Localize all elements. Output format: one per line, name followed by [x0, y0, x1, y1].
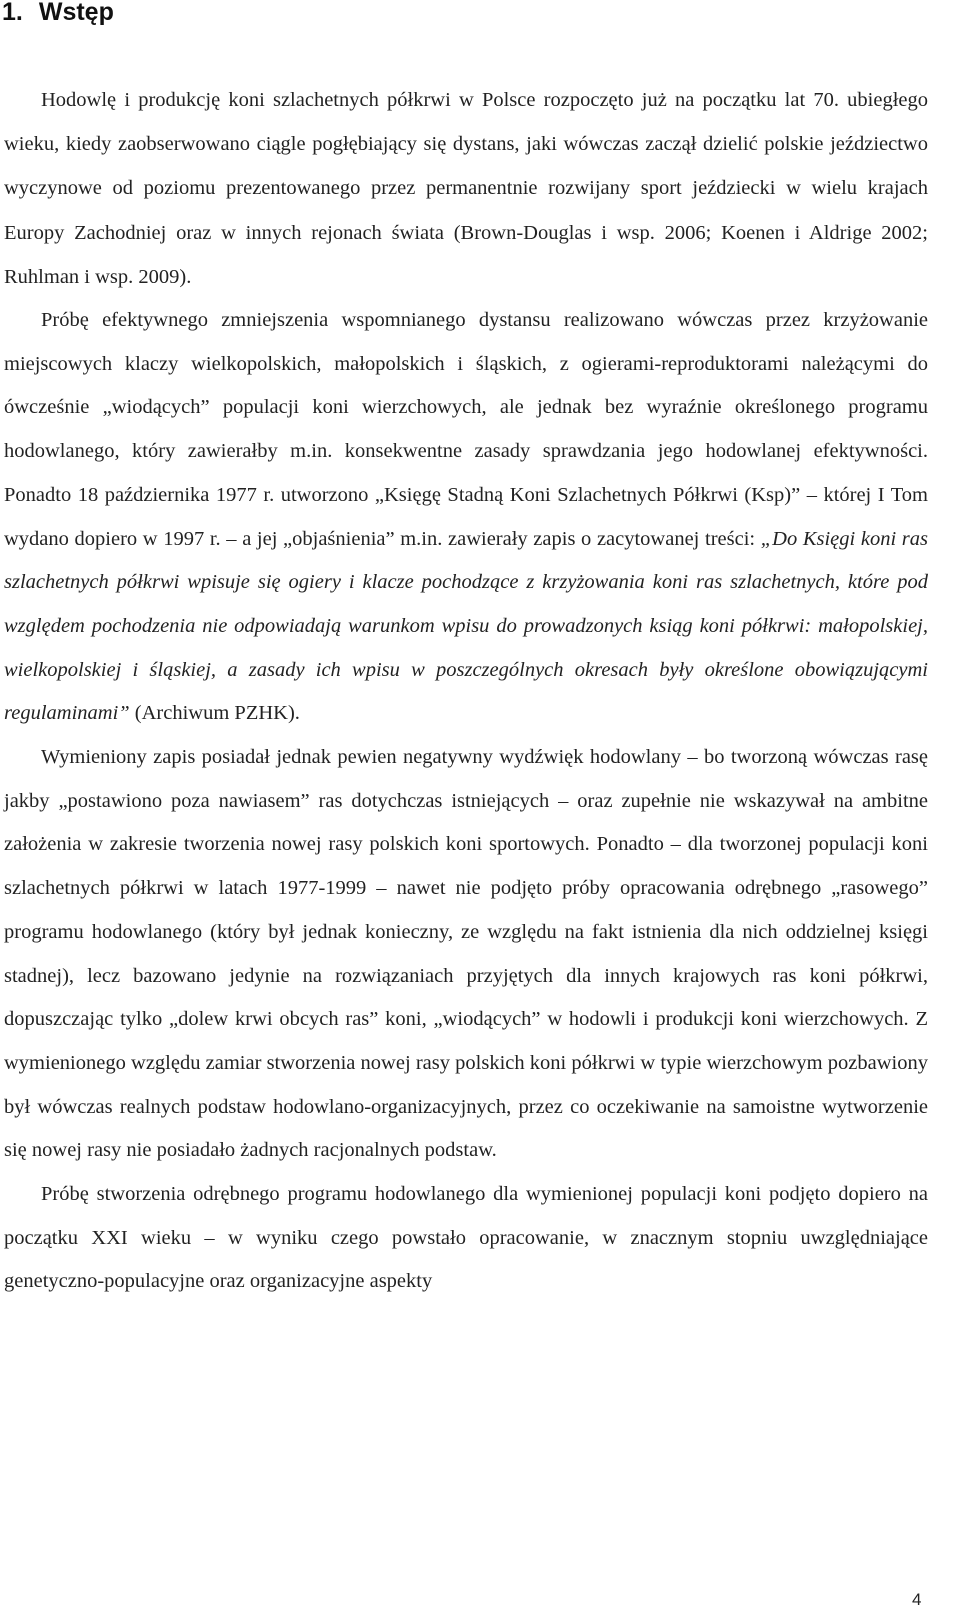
body-text: [4, 78, 928, 1304]
paragraph-2-intro: Próbę efektywnego zmniejszenia wspomnianego dystansu realizowano wówczas przez krzyżowanie miejscowych klaczy wielkopolskich, małopolskich i śląskich, z ogierami-reproduktorami należącymi do ówcześnie „wiodących” populacji koni wierzchowych, ale jednak bez wyraźnie określonego programu hodowlanego, który zawierałby m.in. konsekwentne zasady sprawdzania jego hodowlanej efektywności. Ponadto 18 października 1977 r. utworzono „Księgę Stadną Koni Szlachetnych Półkrwi (Ksp)” – której I Tom wydano dopiero w 1997 r. – a jej „objaśnienia” m.in. zawierały zapis o zacytowanej treści:: [4, 309, 928, 550]
section-title: Wstęp: [38, 0, 114, 26]
paragraph-2: [4, 299, 928, 736]
quote-source: (Archiwum PZHK).: [129, 702, 300, 725]
section-number: 1.: [2, 0, 23, 26]
paragraph-4: Próbę stworzenia odrębnego programu hodowlanego dla wymienionej populacji koni podjęto dopiero na początku XXI wieku – w wyniku czego powstało opracowanie, w znacznym stopniu uwzględniające genetyczno-populacyjne oraz organizacyjne aspekty: [4, 1183, 928, 1293]
paragraph-3: Wymieniony zapis posiadał jednak pewien negatywny wydźwięk hodowlany – bo tworzoną wówczas rasę jakby „postawiono poza nawiasem” ras dotychczas istniejących – oraz zupełnie nie wskazywał na ambitne założenia w zakresie tworzenia nowej rasy polskich koni sportowych. Ponadto – dla tworzonej populacji koni szlachetnych półkrwi w latach 1977-1999 – nawet nie podjęto próby opracowania odrębnego „rasowego” programu hodowlanego (który był jednak konieczny, ze względu na fakt istnienia dla nich oddzielnej księgi stadnej), lecz bazowano jedynie na rozwiązaniach przyjętych dla innych krajowych ras koni półkrwi, dopuszczając tylko „dolew krwi obcych ras” koni, „wiodących” w hodowli i produkcji koni wierzchowych. Z wymienionego względu zamiar stworzenia nowej rasy polskich koni półkrwi w typie wierzchowym pozbawiony był wówczas realnych podstaw hodowlano-organizacyjnych, przez co oczekiwanie na samoistne wytworzenie się nowej rasy nie posiadało żadnych racjonalnych podstaw.: [4, 746, 928, 1162]
section-heading: [2, 0, 114, 28]
page-number: 4: [912, 1590, 922, 1609]
regulation-quote: „Do Księgi koni ras szlachetnych półkrwi wpisuje się ogiery i klacze pochodzące z krzyżowania koni ras szlachetnych, które pod względem pochodzenia nie odpowiadają warunkom wpisu do prowadzonych ksiąg koni półkrwi: małopolskiej, wielkopolskiej i śląskiej, a zasady ich wpisu w poszczególnych okresach były określone obowiązującymi regulaminami”: [4, 527, 928, 725]
paragraph-1: Hodowlę i produkcję koni szlachetnych półkrwi w Polsce rozpoczęto już na początku lat 70. ubiegłego wieku, kiedy zaobserwowano ciągle pogłębiający się dystans, jaki wówczas zaczął dzielić polskie jeździectwo wyczynowe od poziomu prezentowanego przez permanentnie rozwijany sport jeździecki w wielu krajach Europy Zachodniej oraz w innych rejonach świata (Brown-Douglas i wsp. 2006; Koenen i Aldrige 2002; Ruhlman i wsp. 2009).: [4, 89, 928, 288]
